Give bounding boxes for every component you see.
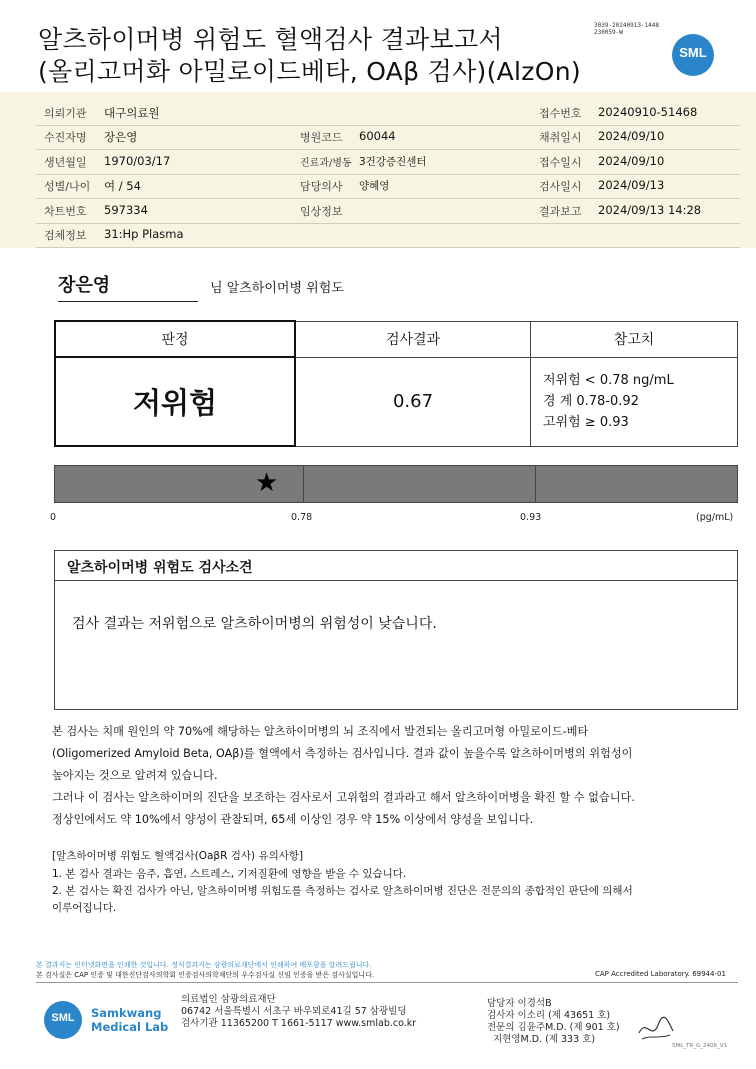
judgement-header: 판정 [55, 321, 295, 357]
document-code [594, 22, 659, 36]
specimen-value: 31:Hp Plasma [104, 227, 184, 241]
report-date-label: 결과보고 [539, 205, 582, 218]
receipt-no-label: 접수번호 [539, 107, 582, 120]
chart-no-value: 597334 [104, 203, 148, 217]
signature-icon [636, 1013, 676, 1043]
footer-staff-3: 전문의 김윤주M.D. (제 901 호) [487, 1022, 620, 1033]
requesting-org-value: 대구의료원 [104, 106, 160, 120]
receipt-no-value: 20240910-51468 [598, 105, 698, 119]
footer-staff-1: 담당자 이경석B [487, 998, 552, 1009]
scale-divider-2 [535, 466, 536, 502]
description-line-4: 그러나 이 검사는 알츠하이머의 진단을 보조하는 검사로서 고위험의 결과라고 해서 알츠하이머병을 확진 할 수 없습니다. [52, 791, 635, 804]
collection-date-value: 2024/09/10 [598, 129, 665, 143]
footer-staff-2: 검사자 이소리 (제 43651 호) [487, 1010, 611, 1021]
footer-divider [36, 982, 738, 983]
judgement-value: 저위험 [55, 357, 295, 446]
doctor-value: 양혜영 [359, 180, 390, 192]
document-code-line1: 3039-20240913-1448 [594, 22, 660, 29]
result-marker-star-icon: ★ [255, 468, 279, 498]
reference-ranges [531, 357, 738, 446]
reference-low: 저위험 < 0.78 ng/mL [543, 373, 674, 388]
scale-divider-1 [303, 466, 304, 502]
opinion-box [54, 550, 738, 710]
footer-logo-name [91, 1006, 168, 1034]
footer-org-line2: 06742 서울특별시 서초구 바우뫼로41길 57 삼광빌딩 [181, 1006, 407, 1017]
reference-header: 참고치 [531, 321, 738, 357]
notes-item-1: 1. 본 검사 결과는 음주, 흡연, 스트레스, 기저질환에 영향을 받을 수 있습니다. [52, 868, 407, 880]
requesting-org-label: 의뢰기관 [44, 107, 87, 120]
birth-value: 1970/03/17 [104, 154, 171, 168]
logo-text: SML [679, 45, 707, 60]
name-label: 수진자명 [44, 131, 87, 144]
patient-info-panel [0, 92, 756, 248]
description-line-3: 높아지는 것으로 알려져 있습니다. [52, 769, 218, 782]
footer-logo-text: SML [51, 1012, 75, 1024]
birth-label: 생년월일 [44, 156, 87, 169]
reference-mid: 경 계 0.78-0.92 [543, 394, 639, 409]
result-header: 검사결과 [295, 321, 531, 357]
footer-sml-logo-icon [44, 1001, 82, 1039]
description-line-1: 본 검사는 치매 원인의 약 70%에 해당하는 알츠하이머병의 뇌 조직에서 발견되는 올리고머형 아밀로이드-베타 [52, 725, 589, 738]
scale-tick-0: 0 [50, 512, 57, 523]
report-date-value: 2024/09/13 14:28 [598, 203, 702, 217]
result-value: 0.67 [295, 357, 531, 446]
clinical-label: 임상정보 [300, 205, 343, 218]
result-table [54, 320, 738, 447]
footer-org-line1: 의료법인 삼광의료재단 [181, 994, 276, 1005]
hospital-code-label: 병원코드 [300, 131, 343, 144]
notes-item-2-cont: 이루어집니다. [52, 902, 117, 914]
footer-logo-name-1: Samkwang [91, 1006, 162, 1020]
dept-label: 진료과/병동 [300, 158, 352, 169]
scale-tick-078: 0.78 [291, 512, 313, 523]
name-value: 장은영 [104, 130, 138, 144]
risk-scale-bar [54, 465, 738, 503]
dept-value: 3건강증진센터 [359, 156, 427, 168]
notes-title: [알츠하이머병 위험도 혈액검사(OaβR 검사) 유의사항] [52, 850, 304, 862]
footer-cap: CAP Accredited Laboratory. 69944-01 [595, 970, 726, 978]
sex-age-value: 여 / 54 [104, 179, 141, 193]
document-code-line2: 230059-W [594, 29, 623, 36]
chart-no-label: 차트번호 [44, 205, 87, 218]
footer-staff-4: 지현영M.D. (제 333 호) [493, 1034, 596, 1045]
specimen-label: 검체정보 [44, 229, 87, 242]
footer-cert-note: 본 검사실은 CAP 인증 및 대한진단검사의학회 인증검사의학재단의 우수검사실 신임 인증을 받은 검사실입니다. [36, 971, 375, 979]
opinion-title: 알츠하이머병 위험도 검사소견 [55, 551, 737, 581]
footer-print-note: 본 결과지는 인터넷화면을 인쇄한 것입니다. 정식결과지는 삼광의료재단에서 인쇄하여 배포함을 알려드립니다. [36, 961, 372, 969]
opinion-text: 검사 결과는 저위험으로 알츠하이머병의 위험성이 낮습니다. [72, 616, 437, 632]
patient-heading-suffix: 님 알츠하이머병 위험도 [210, 281, 344, 296]
description-line-2: (Oligomerized Amyloid Beta, OAβ)를 혈액에서 측정하는 검사입니다. 결과 값이 높을수록 알츠하이머병의 위험성이 [52, 747, 633, 760]
test-date-value: 2024/09/13 [598, 178, 665, 192]
collection-date-label: 채취일시 [539, 131, 582, 144]
sml-logo-icon [672, 34, 714, 76]
footer-org-info [181, 994, 416, 1030]
doctor-label: 담당의사 [300, 180, 343, 193]
form-code: SML_TR_G_2408_V1 [672, 1043, 728, 1049]
receipt-date-value: 2024/09/10 [598, 154, 665, 168]
scale-unit: (pg/mL) [696, 512, 734, 523]
report-title-line1: 알츠하이머병 위험도 혈액검사 결과보고서 [38, 25, 503, 54]
report-title-line2: (올리고머화 아밀로이드베타, OAβ 검사)(AlzOn) [38, 57, 581, 86]
notes-item-2: 2. 본 검사는 확진 검사가 아닌, 알츠하이머병 위험도를 측정하는 검사로 알츠하이머병 진단은 전문의의 종합적인 판단에 의해서 [52, 885, 633, 897]
hospital-code-value: 60044 [359, 129, 396, 143]
description-line-5: 정상인에서도 약 10%에서 양성이 관찰되며, 65세 이상인 경우 약 15% 이상에서 양성을 보입니다. [52, 813, 534, 826]
footer-staff [487, 998, 620, 1046]
receipt-date-label: 접수일시 [539, 156, 582, 169]
footer-org-line3: 검사기관 11365200 T 1661-5117 www.smlab.co.kr [181, 1018, 417, 1029]
test-date-label: 검사일시 [539, 180, 582, 193]
scale-tick-093: 0.93 [520, 512, 542, 523]
reference-high: 고위험 ≥ 0.93 [543, 415, 629, 430]
footer-logo-name-2: Medical Lab [91, 1020, 169, 1034]
patient-name-heading: 장은영 [58, 271, 198, 302]
sex-age-label: 성별/나이 [44, 180, 91, 193]
